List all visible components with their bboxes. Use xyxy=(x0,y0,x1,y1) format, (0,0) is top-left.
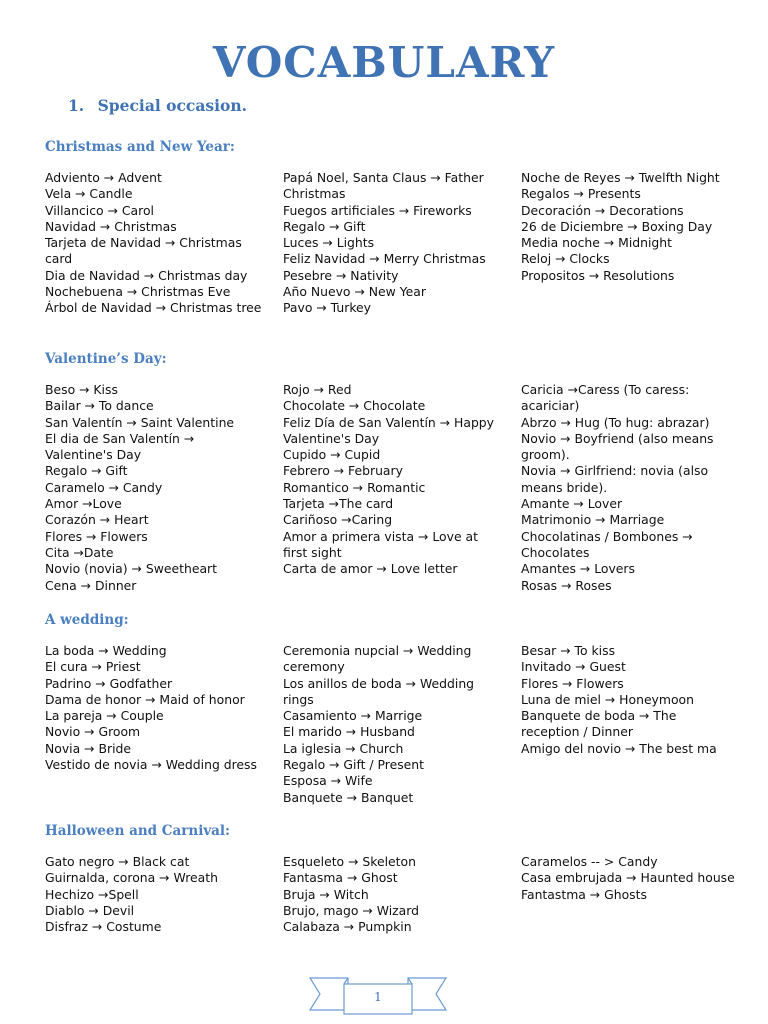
vocab-entry: Vestido de novia → Wedding dress xyxy=(45,757,257,773)
vocab-entry: Fantastma → Ghosts xyxy=(521,886,647,902)
vocab-entry: Árbol de Navidad → Christmas tree xyxy=(45,300,262,316)
vocab-entry: Fantasma → Ghost xyxy=(283,870,398,886)
vocab-entry: Feliz Día de San Valentín → Happy Valentine's Day xyxy=(283,414,495,446)
vocab-entry: Caramelo → Candy xyxy=(45,479,163,495)
vocab-entry: Cariñoso →Caring xyxy=(283,512,393,528)
vocab-entry: Banquete de boda → The reception / Dinner xyxy=(521,708,677,740)
section-christmas xyxy=(45,138,735,316)
section-wedding xyxy=(45,611,735,805)
vocab-entry: Decoración → Decorations xyxy=(521,202,684,218)
vocab-entry: La boda → Wedding xyxy=(45,643,167,658)
vocab-entry: Luna de miel → Honeymoon xyxy=(521,691,694,707)
vocab-entry: Beso → Kiss xyxy=(45,382,118,397)
vocab-entry: La iglesia → Church xyxy=(283,740,404,756)
vocab-entry: Esqueleto → Skeleton xyxy=(283,854,416,869)
vocab-entry: Luces → Lights xyxy=(283,235,375,251)
subheading-number: 1. xyxy=(68,96,85,115)
column-3 xyxy=(521,854,737,903)
vocab-entry: Flores → Flowers xyxy=(45,528,148,544)
page-footer-banner xyxy=(308,974,448,1024)
section-title: Valentine’s Day: xyxy=(45,351,167,367)
vocab-entry: Hechizo →Spell xyxy=(45,886,139,902)
vocab-entry: El cura → Priest xyxy=(45,659,141,675)
column-3 xyxy=(521,643,737,757)
vocab-entry: Ceremonia nupcial → Wedding ceremony xyxy=(283,643,472,675)
vocab-entry: Caramelos -- > Candy xyxy=(521,854,658,869)
column-2 xyxy=(283,170,501,317)
vocab-entry: Villancico → Carol xyxy=(45,202,154,218)
vocab-entry: Gato negro → Black cat xyxy=(45,854,190,869)
vocab-entry: Chocolatinas / Bombones → Chocolates xyxy=(521,528,693,560)
vocab-entry: Tarjeta →The card xyxy=(283,496,394,512)
vocab-entry: Calabaza → Pumpkin xyxy=(283,919,412,935)
vocab-entry: Novio → Groom xyxy=(45,724,141,740)
vocab-entry: Disfraz → Costume xyxy=(45,919,162,935)
subheading xyxy=(68,96,247,115)
vocab-entry: Casamiento → Marrige xyxy=(283,708,423,724)
vocab-entry: Rosas → Roses xyxy=(521,577,612,593)
vocab-entry: Casa embrujada → Haunted house xyxy=(521,870,735,886)
vocab-entry: Bailar → To dance xyxy=(45,398,154,414)
vocab-entry: Invitado → Guest xyxy=(521,659,626,675)
vocab-entry: Guirnalda, corona → Wreath xyxy=(45,870,218,886)
column-2 xyxy=(283,854,501,935)
section-title: Christmas and New Year: xyxy=(45,139,235,155)
vocab-entry: Chocolate → Chocolate xyxy=(283,398,426,414)
vocab-entry: San Valentín → Saint Valentine xyxy=(45,414,235,430)
vocab-entry: Fuegos artificiales → Fireworks xyxy=(283,202,472,218)
vocab-entry: Padrino → Godfather xyxy=(45,675,173,691)
vocab-entry: Febrero → February xyxy=(283,463,403,479)
section-valentines xyxy=(45,350,735,593)
vocab-entry: Regalo → Gift xyxy=(283,218,366,234)
vocab-entry: Nochebuena → Christmas Eve xyxy=(45,284,231,300)
vocab-entry: Media noche → Midnight xyxy=(521,235,673,251)
vocab-entry: Reloj → Clocks xyxy=(521,251,610,267)
vocab-entry: Brujo, mago → Wizard xyxy=(283,902,419,918)
vocab-entry: Banquete → Banquet xyxy=(283,789,414,805)
vocab-entry: Vela → Candle xyxy=(45,186,133,202)
vocab-entry: Regalos → Presents xyxy=(521,186,641,202)
vocab-entry: Novio (novia) → Sweetheart xyxy=(45,561,217,577)
vocab-entry: Novia → Girlfriend: novia (also means bride). xyxy=(521,463,709,495)
vocab-entry: Bruja → Witch xyxy=(283,886,369,902)
column-1 xyxy=(45,382,263,594)
subheading-text: Special occasion. xyxy=(97,96,248,115)
vocab-entry: Noche de Reyes → Twelfth Night xyxy=(521,170,720,185)
vocab-entry: Novia → Bride xyxy=(45,740,132,756)
vocab-entry: Cita →Date xyxy=(45,544,114,560)
vocab-entry: Caricia →Caress (To caress: acariciar) xyxy=(521,382,690,414)
section-title: Halloween and Carnival: xyxy=(45,823,231,839)
vocab-entry: Navidad → Christmas xyxy=(45,218,177,234)
vocab-entry: Novio → Boyfriend (also means groom). xyxy=(521,430,714,463)
vocab-entry: El marido → Husband xyxy=(283,724,415,740)
vocab-entry: Flores → Flowers xyxy=(521,675,624,691)
vocab-entry: Matrimonio → Marriage xyxy=(521,512,665,528)
section-title: A wedding: xyxy=(45,612,129,628)
vocab-entry: Papá Noel, Santa Claus → Father Christmas xyxy=(283,170,484,202)
column-3 xyxy=(521,382,737,594)
vocab-entry: Amigo del novio → The best ma xyxy=(521,740,717,756)
column-2 xyxy=(283,382,501,578)
page-number: 1 xyxy=(374,990,382,1004)
vocab-entry: Amantes → Lovers xyxy=(521,561,635,577)
vocab-entry: Amante → Lover xyxy=(521,496,623,512)
vocab-entry: Feliz Navidad → Merry Christmas xyxy=(283,251,486,267)
vocab-entry: Abrzo → Hug (To hug: abrazar) xyxy=(521,414,710,430)
vocab-entry: Regalo → Gift xyxy=(45,463,128,479)
vocab-entry: Pesebre → Nativity xyxy=(283,267,399,283)
vocab-entry: Amor a primera vista → Love at first sight xyxy=(283,528,478,560)
vocab-entry: Dama de honor → Maid of honor xyxy=(45,691,245,707)
vocab-entry: Corazón → Heart xyxy=(45,512,149,528)
vocab-entry: Carta de amor → Love letter xyxy=(283,561,458,577)
vocab-entry: Romantico → Romantic xyxy=(283,479,426,495)
vocab-entry: Los anillos de boda → Wedding rings xyxy=(283,675,475,707)
column-3 xyxy=(521,170,737,284)
vocab-entry: Regalo → Gift / Present xyxy=(283,757,425,773)
vocab-entry: Besar → To kiss xyxy=(521,643,616,658)
column-1 xyxy=(45,854,263,935)
vocab-entry: Diablo → Devil xyxy=(45,902,135,918)
page-title: VOCABULARY xyxy=(212,38,556,87)
vocab-entry: La pareja → Couple xyxy=(45,708,164,724)
vocab-entry: Tarjeta de Navidad → Christmas card xyxy=(45,235,242,267)
vocab-entry: Cena → Dinner xyxy=(45,577,137,593)
vocab-entry: Adviento → Advent xyxy=(45,170,162,185)
vocab-entry: Dia de Navidad → Christmas day xyxy=(45,267,248,283)
vocab-entry: Esposa → Wife xyxy=(283,773,373,789)
section-halloween xyxy=(45,822,735,935)
vocab-entry: Pavo → Turkey xyxy=(283,300,372,316)
column-1 xyxy=(45,170,263,317)
vocab-entry: Cupido → Cupid xyxy=(283,447,381,463)
column-1 xyxy=(45,643,263,773)
vocab-entry: Año Nuevo → New Year xyxy=(283,284,426,300)
column-2 xyxy=(283,643,501,806)
vocab-entry: El dia de San Valentín → Valentine's Day xyxy=(45,430,195,463)
vocab-entry: 26 de Diciembre → Boxing Day xyxy=(521,218,713,234)
vocab-entry: Rojo → Red xyxy=(283,382,352,397)
vocab-entry: Propositos → Resolutions xyxy=(521,267,675,283)
vocab-entry: Amor →Love xyxy=(45,496,122,512)
